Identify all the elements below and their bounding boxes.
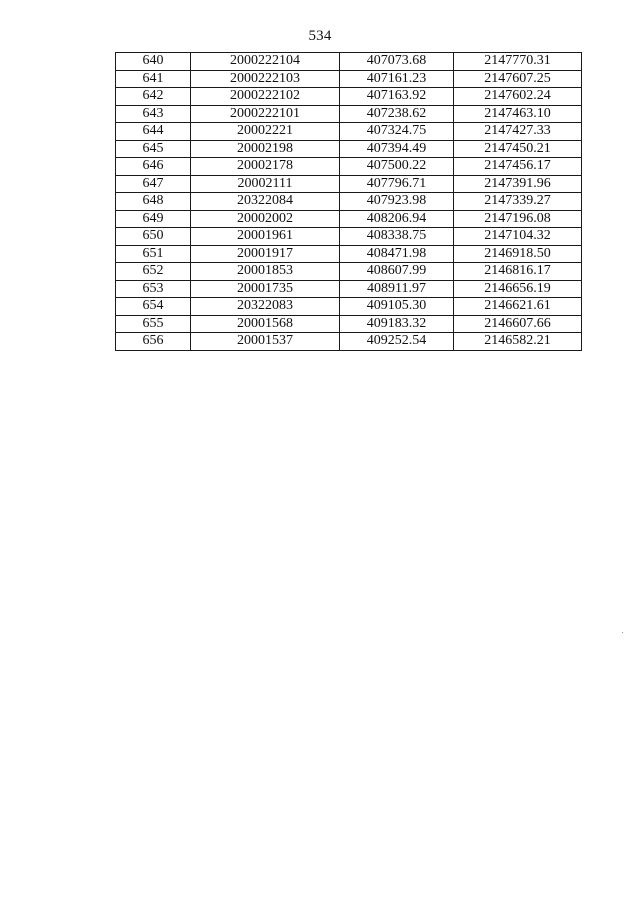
point-code-cell: 20001735	[191, 280, 340, 298]
point-code-cell: 20001568	[191, 315, 340, 333]
row-number-cell: 644	[116, 123, 191, 141]
y-coordinate-cell: 2147463.10	[454, 105, 582, 123]
row-number-cell: 649	[116, 210, 191, 228]
row-number-cell: 642	[116, 88, 191, 106]
x-coordinate-cell: 408471.98	[340, 245, 454, 263]
point-code-cell: 20002111	[191, 175, 340, 193]
row-number-cell: 650	[116, 228, 191, 246]
row-number-cell: 653	[116, 280, 191, 298]
table-row	[116, 315, 582, 333]
x-coordinate-cell: 407500.22	[340, 158, 454, 176]
row-number-cell: 652	[116, 263, 191, 281]
table-row	[116, 105, 582, 123]
row-number-cell: 647	[116, 175, 191, 193]
table-row	[116, 88, 582, 106]
row-number-cell: 651	[116, 245, 191, 263]
x-coordinate-cell: 409252.54	[340, 333, 454, 351]
table-row	[116, 158, 582, 176]
y-coordinate-cell: 2147104.32	[454, 228, 582, 246]
table-row	[116, 263, 582, 281]
point-code-cell: 20002178	[191, 158, 340, 176]
x-coordinate-cell: 407324.75	[340, 123, 454, 141]
table-row	[116, 280, 582, 298]
table-row	[116, 228, 582, 246]
coordinates-table	[115, 52, 582, 351]
point-code-cell: 20002002	[191, 210, 340, 228]
page-number: 534	[308, 28, 332, 44]
point-code-cell: 20002198	[191, 140, 340, 158]
y-coordinate-cell: 2147456.17	[454, 158, 582, 176]
row-number-cell: 645	[116, 140, 191, 158]
scan-speck	[622, 632, 623, 633]
y-coordinate-cell: 2146621.61	[454, 298, 582, 316]
point-code-cell: 2000222102	[191, 88, 340, 106]
row-number-cell: 654	[116, 298, 191, 316]
table-row	[116, 123, 582, 141]
y-coordinate-cell: 2147339.27	[454, 193, 582, 211]
y-coordinate-cell: 2146816.17	[454, 263, 582, 281]
point-code-cell: 20001917	[191, 245, 340, 263]
y-coordinate-cell: 2146918.50	[454, 245, 582, 263]
y-coordinate-cell: 2146582.21	[454, 333, 582, 351]
point-code-cell: 20002221	[191, 123, 340, 141]
x-coordinate-cell: 407073.68	[340, 53, 454, 71]
x-coordinate-cell: 409183.32	[340, 315, 454, 333]
x-coordinate-cell: 408911.97	[340, 280, 454, 298]
table-row	[116, 140, 582, 158]
coordinates-table-body	[116, 53, 582, 351]
point-code-cell: 20322083	[191, 298, 340, 316]
point-code-cell: 20001537	[191, 333, 340, 351]
y-coordinate-cell: 2147770.31	[454, 53, 582, 71]
x-coordinate-cell: 408607.99	[340, 263, 454, 281]
table-row	[116, 333, 582, 351]
point-code-cell: 20001853	[191, 263, 340, 281]
table-row	[116, 70, 582, 88]
row-number-cell: 643	[116, 105, 191, 123]
point-code-cell: 20001961	[191, 228, 340, 246]
x-coordinate-cell: 409105.30	[340, 298, 454, 316]
y-coordinate-cell: 2147196.08	[454, 210, 582, 228]
point-code-cell: 2000222101	[191, 105, 340, 123]
y-coordinate-cell: 2147427.33	[454, 123, 582, 141]
row-number-cell: 640	[116, 53, 191, 71]
point-code-cell: 20322084	[191, 193, 340, 211]
table-row	[116, 298, 582, 316]
table-row	[116, 193, 582, 211]
y-coordinate-cell: 2147607.25	[454, 70, 582, 88]
x-coordinate-cell: 407238.62	[340, 105, 454, 123]
table-row	[116, 245, 582, 263]
point-code-cell: 2000222103	[191, 70, 340, 88]
row-number-cell: 648	[116, 193, 191, 211]
row-number-cell: 655	[116, 315, 191, 333]
x-coordinate-cell: 407394.49	[340, 140, 454, 158]
x-coordinate-cell: 408206.94	[340, 210, 454, 228]
table-row	[116, 210, 582, 228]
point-code-cell: 2000222104	[191, 53, 340, 71]
y-coordinate-cell: 2146607.66	[454, 315, 582, 333]
x-coordinate-cell: 408338.75	[340, 228, 454, 246]
row-number-cell: 641	[116, 70, 191, 88]
y-coordinate-cell: 2146656.19	[454, 280, 582, 298]
table-row	[116, 175, 582, 193]
x-coordinate-cell: 407161.23	[340, 70, 454, 88]
x-coordinate-cell: 407163.92	[340, 88, 454, 106]
table-row	[116, 53, 582, 71]
y-coordinate-cell: 2147450.21	[454, 140, 582, 158]
x-coordinate-cell: 407796.71	[340, 175, 454, 193]
y-coordinate-cell: 2147602.24	[454, 88, 582, 106]
x-coordinate-cell: 407923.98	[340, 193, 454, 211]
row-number-cell: 656	[116, 333, 191, 351]
row-number-cell: 646	[116, 158, 191, 176]
y-coordinate-cell: 2147391.96	[454, 175, 582, 193]
